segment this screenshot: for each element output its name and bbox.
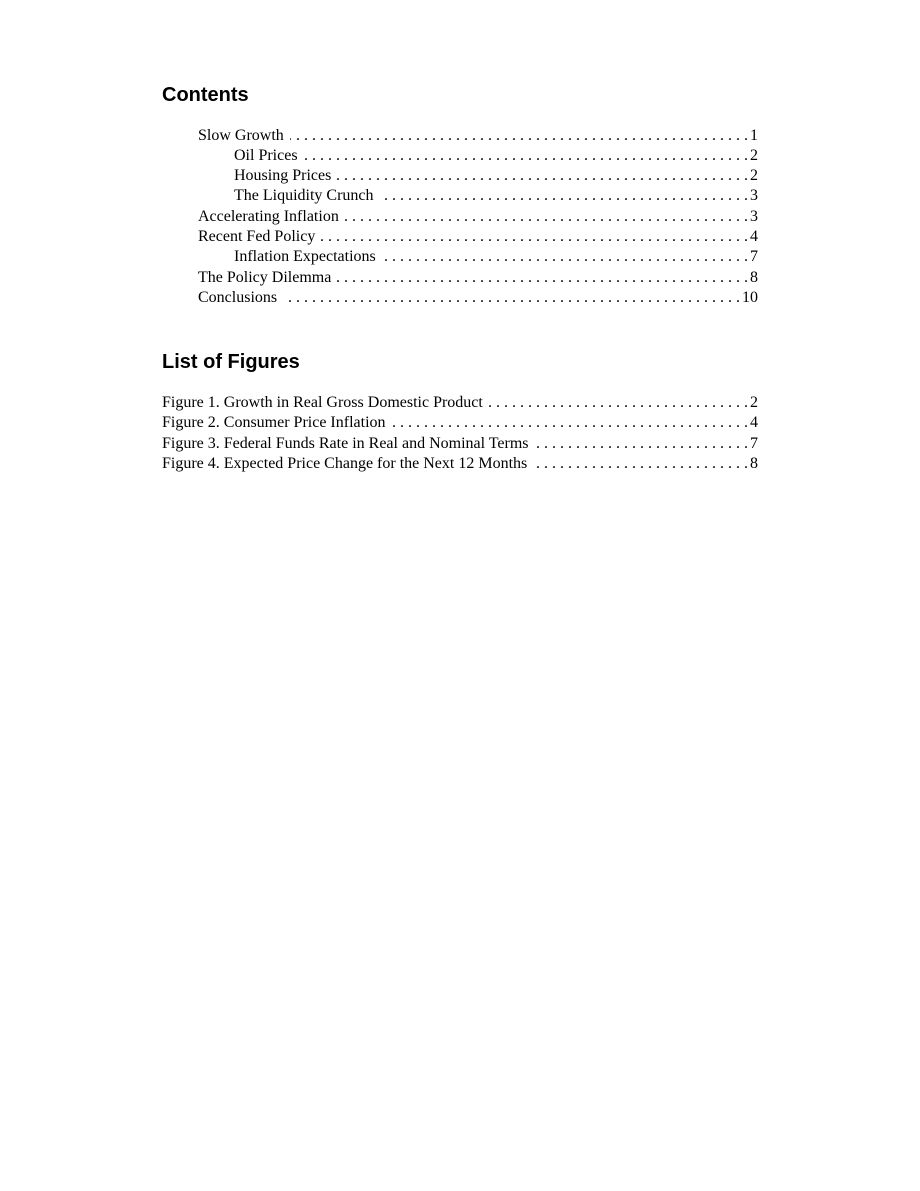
- figure-entry[interactable]: [162, 393, 758, 413]
- figure-entry-label: Figure 4. Expected Price Change for the Next 12 Months: [162, 455, 528, 472]
- figure-entry-label: Figure 1. Growth in Real Gross Domestic Product: [162, 394, 483, 411]
- figure-entry-label: Figure 3. Federal Funds Rate in Real and Nominal Terms: [162, 435, 529, 452]
- toc-entry[interactable]: [198, 268, 758, 288]
- figure-entry-page: 7: [750, 435, 758, 452]
- toc-entry-label: Accelerating Inflation: [198, 208, 339, 225]
- toc-dot-leader: [382, 247, 748, 267]
- figure-entry-page: 2: [750, 394, 758, 411]
- toc-dot-leader: [304, 146, 748, 166]
- toc-entry-label: The Policy Dilemma: [198, 269, 332, 286]
- toc-entry[interactable]: [234, 166, 758, 186]
- toc-entry-page: 2: [750, 167, 758, 184]
- figure-entry-page: 4: [750, 414, 758, 431]
- toc-entry-label: Recent Fed Policy: [198, 228, 316, 245]
- toc-entry[interactable]: [198, 207, 758, 227]
- toc-dot-leader: [380, 186, 748, 206]
- toc-entry-label: Housing Prices: [234, 167, 332, 184]
- toc-entry-label: Conclusions: [198, 289, 278, 306]
- figure-entry-label: Figure 2. Consumer Price Inflation: [162, 414, 386, 431]
- toc-entry-page: 8: [750, 269, 758, 286]
- toc-dot-leader: [321, 227, 748, 247]
- contents-heading: Contents: [162, 84, 249, 106]
- toc-entry[interactable]: [234, 146, 758, 166]
- toc-dot-leader: [283, 288, 740, 308]
- figure-dot-leader: [489, 393, 748, 413]
- toc-dot-leader: [345, 207, 748, 227]
- figure-entry[interactable]: [162, 434, 758, 454]
- toc-dot-leader: [337, 166, 748, 186]
- toc-entry[interactable]: [198, 288, 758, 308]
- figure-dot-leader: [533, 454, 748, 474]
- toc-entry-page: 7: [750, 248, 758, 265]
- toc-entry-label: The Liquidity Crunch: [234, 187, 374, 204]
- toc-entry[interactable]: [234, 247, 758, 267]
- figure-entry[interactable]: [162, 413, 758, 433]
- toc-entry[interactable]: [198, 126, 758, 146]
- toc-entry-label: Oil Prices: [234, 147, 298, 164]
- toc-entry-page: 10: [742, 289, 758, 306]
- toc-dot-leader: [337, 268, 748, 288]
- list-of-figures-heading: List of Figures: [162, 351, 300, 373]
- toc-entry-page: 4: [750, 228, 758, 245]
- toc-entry-label: Slow Growth: [198, 127, 284, 144]
- toc-entry-page: 3: [750, 187, 758, 204]
- figure-entry-page: 8: [750, 455, 758, 472]
- toc-entry[interactable]: [198, 227, 758, 247]
- figure-dot-leader: [392, 413, 748, 433]
- toc-entry-page: 3: [750, 208, 758, 225]
- toc-entry-page: 1: [750, 127, 758, 144]
- toc-entry[interactable]: [234, 186, 758, 206]
- figure-dot-leader: [535, 434, 748, 454]
- figure-entry[interactable]: [162, 454, 758, 474]
- toc-entry-page: 2: [750, 147, 758, 164]
- toc-entry-label: Inflation Expectations: [234, 248, 376, 265]
- toc-dot-leader: [290, 126, 748, 146]
